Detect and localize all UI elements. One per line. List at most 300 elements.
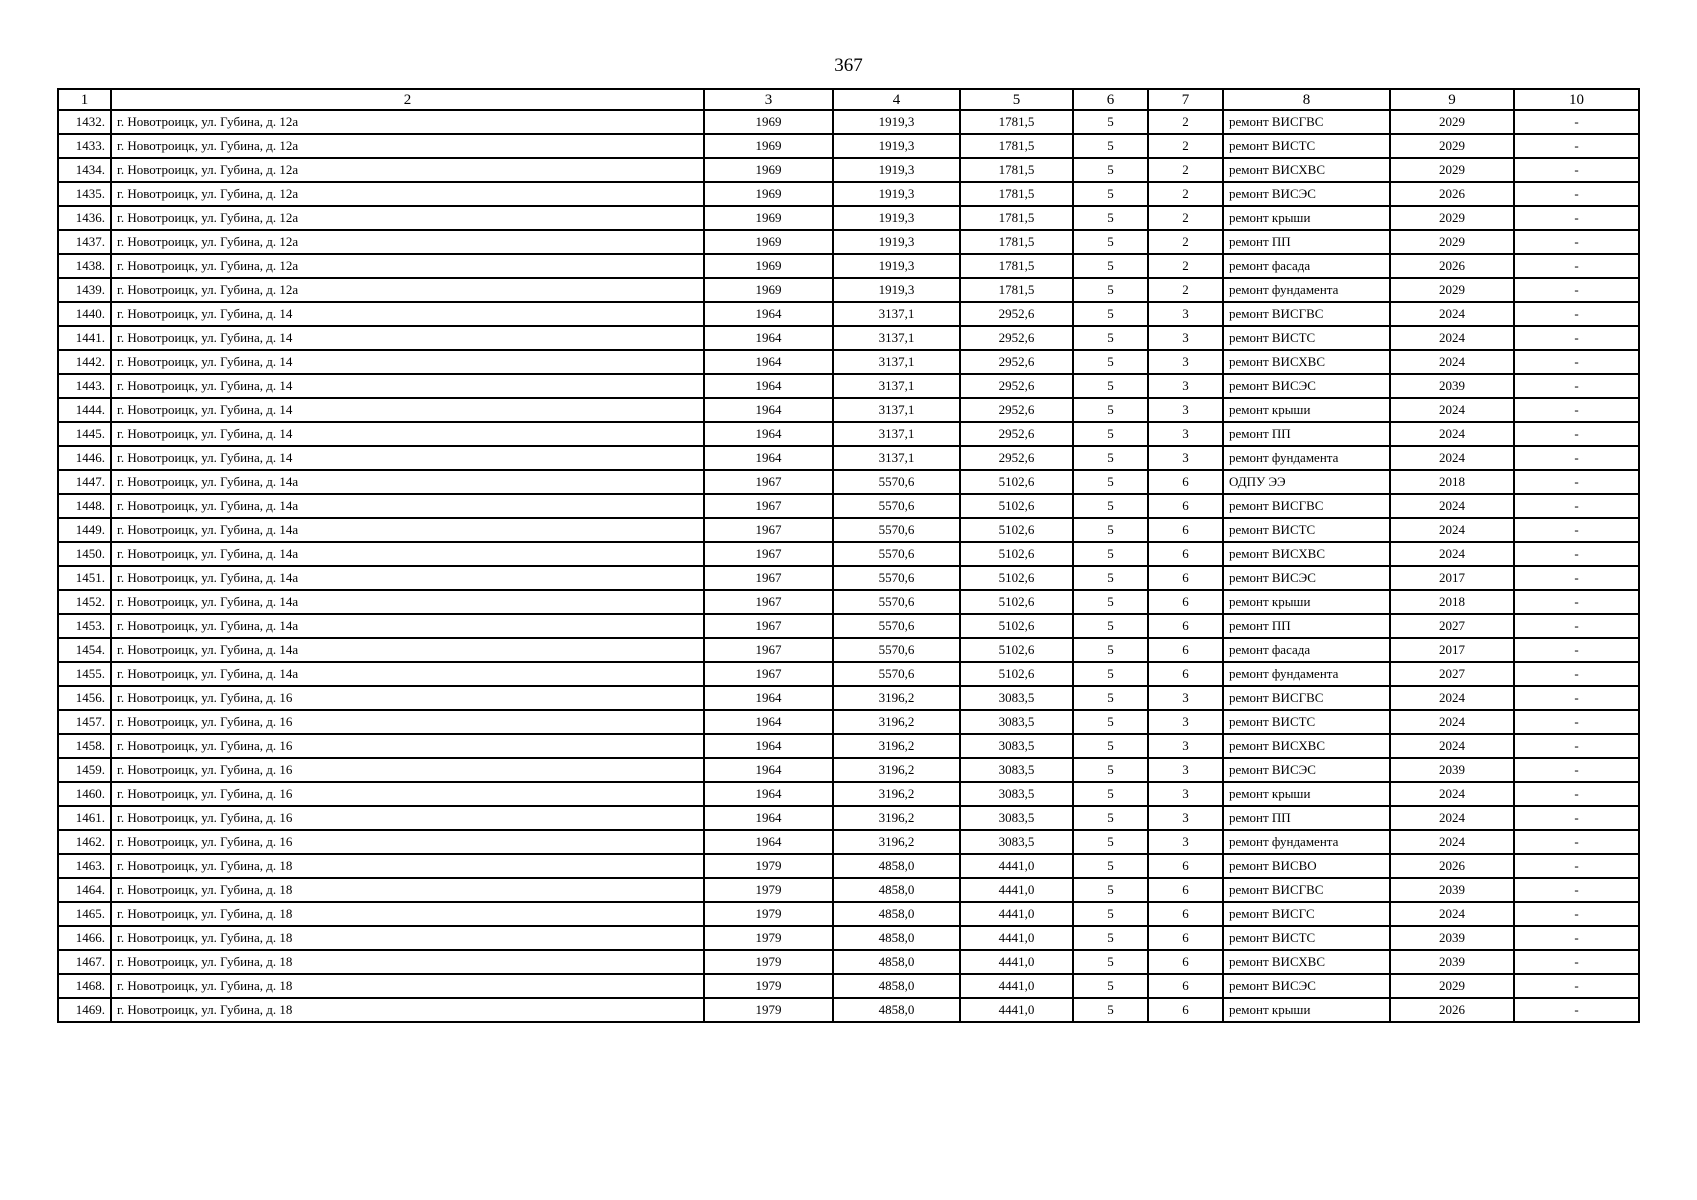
work-type-cell: ремонт крыши xyxy=(1223,398,1390,422)
planned-year-cell: 2029 xyxy=(1390,974,1514,998)
planned-year-cell: 2024 xyxy=(1390,734,1514,758)
address-cell: г. Новотроицк, ул. Губина, д. 12а xyxy=(111,278,704,302)
year-cell: 1969 xyxy=(704,254,833,278)
year-cell: 1969 xyxy=(704,182,833,206)
total-area-cell: 1919,3 xyxy=(833,158,960,182)
address-cell: г. Новотроицк, ул. Губина, д. 12а xyxy=(111,254,704,278)
total-area-cell: 3137,1 xyxy=(833,302,960,326)
table-row xyxy=(58,974,1639,998)
row-number-cell: 1451. xyxy=(58,566,111,590)
floors-cell: 5 xyxy=(1073,998,1148,1022)
floors-cell: 5 xyxy=(1073,878,1148,902)
total-area-cell: 3137,1 xyxy=(833,350,960,374)
row-number-cell: 1455. xyxy=(58,662,111,686)
total-area-cell: 4858,0 xyxy=(833,854,960,878)
floors-cell: 5 xyxy=(1073,662,1148,686)
table-row xyxy=(58,350,1639,374)
entrances-cell: 6 xyxy=(1148,998,1223,1022)
planned-year-cell: 2024 xyxy=(1390,422,1514,446)
column-header-3: 3 xyxy=(704,89,833,110)
floors-cell: 5 xyxy=(1073,470,1148,494)
year-cell: 1964 xyxy=(704,782,833,806)
row-number-cell: 1434. xyxy=(58,158,111,182)
note-cell: - xyxy=(1514,830,1639,854)
row-number-cell: 1460. xyxy=(58,782,111,806)
total-area-cell: 5570,6 xyxy=(833,638,960,662)
entrances-cell: 3 xyxy=(1148,374,1223,398)
work-type-cell: ремонт ПП xyxy=(1223,806,1390,830)
living-area-cell: 5102,6 xyxy=(960,614,1073,638)
row-number-cell: 1450. xyxy=(58,542,111,566)
address-cell: г. Новотроицк, ул. Губина, д. 14а xyxy=(111,566,704,590)
table-row xyxy=(58,158,1639,182)
planned-year-cell: 2024 xyxy=(1390,398,1514,422)
living-area-cell: 1781,5 xyxy=(960,230,1073,254)
address-cell: г. Новотроицк, ул. Губина, д. 14 xyxy=(111,398,704,422)
work-type-cell: ремонт ВИСГВС xyxy=(1223,110,1390,134)
living-area-cell: 5102,6 xyxy=(960,566,1073,590)
column-header-8: 8 xyxy=(1223,89,1390,110)
floors-cell: 5 xyxy=(1073,950,1148,974)
row-number-cell: 1435. xyxy=(58,182,111,206)
table-row xyxy=(58,782,1639,806)
entrances-cell: 3 xyxy=(1148,398,1223,422)
floors-cell: 5 xyxy=(1073,422,1148,446)
total-area-cell: 3137,1 xyxy=(833,422,960,446)
column-header-6: 6 xyxy=(1073,89,1148,110)
year-cell: 1979 xyxy=(704,854,833,878)
address-cell: г. Новотроицк, ул. Губина, д. 14 xyxy=(111,326,704,350)
living-area-cell: 3083,5 xyxy=(960,806,1073,830)
note-cell: - xyxy=(1514,254,1639,278)
address-cell: г. Новотроицк, ул. Губина, д. 14а xyxy=(111,518,704,542)
note-cell: - xyxy=(1514,374,1639,398)
floors-cell: 5 xyxy=(1073,734,1148,758)
living-area-cell: 5102,6 xyxy=(960,470,1073,494)
total-area-cell: 3137,1 xyxy=(833,446,960,470)
address-cell: г. Новотроицк, ул. Губина, д. 18 xyxy=(111,950,704,974)
column-header-5: 5 xyxy=(960,89,1073,110)
entrances-cell: 2 xyxy=(1148,254,1223,278)
entrances-cell: 6 xyxy=(1148,854,1223,878)
table-row xyxy=(58,422,1639,446)
living-area-cell: 1781,5 xyxy=(960,206,1073,230)
living-area-cell: 2952,6 xyxy=(960,350,1073,374)
planned-year-cell: 2039 xyxy=(1390,758,1514,782)
table-row xyxy=(58,590,1639,614)
planned-year-cell: 2039 xyxy=(1390,926,1514,950)
address-cell: г. Новотроицк, ул. Губина, д. 18 xyxy=(111,854,704,878)
entrances-cell: 3 xyxy=(1148,302,1223,326)
year-cell: 1967 xyxy=(704,494,833,518)
column-header-2: 2 xyxy=(111,89,704,110)
entrances-cell: 3 xyxy=(1148,806,1223,830)
living-area-cell: 4441,0 xyxy=(960,878,1073,902)
year-cell: 1964 xyxy=(704,710,833,734)
note-cell: - xyxy=(1514,134,1639,158)
year-cell: 1967 xyxy=(704,614,833,638)
row-number-cell: 1449. xyxy=(58,518,111,542)
entrances-cell: 6 xyxy=(1148,566,1223,590)
planned-year-cell: 2029 xyxy=(1390,206,1514,230)
work-type-cell: ремонт крыши xyxy=(1223,998,1390,1022)
year-cell: 1979 xyxy=(704,998,833,1022)
work-type-cell: ремонт фундамента xyxy=(1223,278,1390,302)
living-area-cell: 3083,5 xyxy=(960,686,1073,710)
note-cell: - xyxy=(1514,230,1639,254)
note-cell: - xyxy=(1514,710,1639,734)
address-cell: г. Новотроицк, ул. Губина, д. 14а xyxy=(111,638,704,662)
work-type-cell: ремонт ВИСГВС xyxy=(1223,686,1390,710)
column-header-9: 9 xyxy=(1390,89,1514,110)
note-cell: - xyxy=(1514,542,1639,566)
year-cell: 1964 xyxy=(704,422,833,446)
table-row xyxy=(58,542,1639,566)
total-area-cell: 3137,1 xyxy=(833,326,960,350)
total-area-cell: 3137,1 xyxy=(833,374,960,398)
planned-year-cell: 2024 xyxy=(1390,518,1514,542)
living-area-cell: 2952,6 xyxy=(960,446,1073,470)
planned-year-cell: 2039 xyxy=(1390,950,1514,974)
year-cell: 1964 xyxy=(704,398,833,422)
planned-year-cell: 2039 xyxy=(1390,878,1514,902)
total-area-cell: 1919,3 xyxy=(833,134,960,158)
total-area-cell: 5570,6 xyxy=(833,518,960,542)
table-row xyxy=(58,326,1639,350)
total-area-cell: 3196,2 xyxy=(833,686,960,710)
table-row xyxy=(58,758,1639,782)
total-area-cell: 1919,3 xyxy=(833,206,960,230)
entrances-cell: 3 xyxy=(1148,758,1223,782)
table-body xyxy=(58,110,1639,1022)
row-number-cell: 1438. xyxy=(58,254,111,278)
year-cell: 1964 xyxy=(704,830,833,854)
year-cell: 1964 xyxy=(704,686,833,710)
column-header-10: 10 xyxy=(1514,89,1639,110)
planned-year-cell: 2024 xyxy=(1390,542,1514,566)
entrances-cell: 6 xyxy=(1148,614,1223,638)
entrances-cell: 6 xyxy=(1148,902,1223,926)
address-cell: г. Новотроицк, ул. Губина, д. 12а xyxy=(111,182,704,206)
living-area-cell: 5102,6 xyxy=(960,494,1073,518)
note-cell: - xyxy=(1514,422,1639,446)
living-area-cell: 3083,5 xyxy=(960,758,1073,782)
work-type-cell: ОДПУ ЭЭ xyxy=(1223,470,1390,494)
work-type-cell: ремонт ВИСХВС xyxy=(1223,542,1390,566)
row-number-cell: 1442. xyxy=(58,350,111,374)
table-row xyxy=(58,710,1639,734)
living-area-cell: 4441,0 xyxy=(960,926,1073,950)
address-cell: г. Новотроицк, ул. Губина, д. 12а xyxy=(111,206,704,230)
planned-year-cell: 2039 xyxy=(1390,374,1514,398)
total-area-cell: 1919,3 xyxy=(833,278,960,302)
entrances-cell: 2 xyxy=(1148,182,1223,206)
living-area-cell: 1781,5 xyxy=(960,110,1073,134)
work-type-cell: ремонт ПП xyxy=(1223,422,1390,446)
work-type-cell: ремонт ВИСГВС xyxy=(1223,494,1390,518)
row-number-cell: 1437. xyxy=(58,230,111,254)
year-cell: 1969 xyxy=(704,110,833,134)
note-cell: - xyxy=(1514,158,1639,182)
total-area-cell: 3137,1 xyxy=(833,398,960,422)
table-row xyxy=(58,518,1639,542)
floors-cell: 5 xyxy=(1073,854,1148,878)
work-type-cell: ремонт ВИСЭС xyxy=(1223,974,1390,998)
table-row xyxy=(58,206,1639,230)
address-cell: г. Новотроицк, ул. Губина, д. 18 xyxy=(111,926,704,950)
year-cell: 1964 xyxy=(704,806,833,830)
work-type-cell: ремонт фасада xyxy=(1223,254,1390,278)
year-cell: 1967 xyxy=(704,566,833,590)
address-cell: г. Новотроицк, ул. Губина, д. 16 xyxy=(111,686,704,710)
entrances-cell: 6 xyxy=(1148,518,1223,542)
note-cell: - xyxy=(1514,326,1639,350)
table-row xyxy=(58,470,1639,494)
floors-cell: 5 xyxy=(1073,302,1148,326)
planned-year-cell: 2024 xyxy=(1390,350,1514,374)
column-header-1: 1 xyxy=(58,89,111,110)
work-type-cell: ремонт ВИСЭС xyxy=(1223,374,1390,398)
planned-year-cell: 2024 xyxy=(1390,782,1514,806)
table-row xyxy=(58,494,1639,518)
floors-cell: 5 xyxy=(1073,902,1148,926)
entrances-cell: 3 xyxy=(1148,686,1223,710)
note-cell: - xyxy=(1514,110,1639,134)
total-area-cell: 1919,3 xyxy=(833,254,960,278)
entrances-cell: 6 xyxy=(1148,950,1223,974)
floors-cell: 5 xyxy=(1073,926,1148,950)
work-type-cell: ремонт ВИСТС xyxy=(1223,326,1390,350)
table-row xyxy=(58,134,1639,158)
note-cell: - xyxy=(1514,278,1639,302)
note-cell: - xyxy=(1514,590,1639,614)
total-area-cell: 5570,6 xyxy=(833,566,960,590)
note-cell: - xyxy=(1514,470,1639,494)
work-type-cell: ремонт крыши xyxy=(1223,590,1390,614)
living-area-cell: 2952,6 xyxy=(960,302,1073,326)
total-area-cell: 4858,0 xyxy=(833,878,960,902)
address-cell: г. Новотроицк, ул. Губина, д. 14а xyxy=(111,662,704,686)
row-number-cell: 1448. xyxy=(58,494,111,518)
planned-year-cell: 2024 xyxy=(1390,806,1514,830)
row-number-cell: 1440. xyxy=(58,302,111,326)
work-type-cell: ремонт крыши xyxy=(1223,782,1390,806)
year-cell: 1969 xyxy=(704,278,833,302)
planned-year-cell: 2024 xyxy=(1390,326,1514,350)
note-cell: - xyxy=(1514,998,1639,1022)
year-cell: 1967 xyxy=(704,518,833,542)
note-cell: - xyxy=(1514,974,1639,998)
address-cell: г. Новотроицк, ул. Губина, д. 14а xyxy=(111,470,704,494)
living-area-cell: 4441,0 xyxy=(960,950,1073,974)
page-number: 367 xyxy=(834,55,863,76)
total-area-cell: 5570,6 xyxy=(833,494,960,518)
address-cell: г. Новотроицк, ул. Губина, д. 14 xyxy=(111,446,704,470)
total-area-cell: 3196,2 xyxy=(833,830,960,854)
table-row xyxy=(58,446,1639,470)
address-cell: г. Новотроицк, ул. Губина, д. 18 xyxy=(111,902,704,926)
total-area-cell: 4858,0 xyxy=(833,926,960,950)
entrances-cell: 6 xyxy=(1148,974,1223,998)
planned-year-cell: 2027 xyxy=(1390,614,1514,638)
address-cell: г. Новотроицк, ул. Губина, д. 18 xyxy=(111,878,704,902)
entrances-cell: 6 xyxy=(1148,590,1223,614)
year-cell: 1967 xyxy=(704,662,833,686)
table-row xyxy=(58,302,1639,326)
living-area-cell: 5102,6 xyxy=(960,518,1073,542)
note-cell: - xyxy=(1514,302,1639,326)
total-area-cell: 3196,2 xyxy=(833,806,960,830)
note-cell: - xyxy=(1514,446,1639,470)
table-row xyxy=(58,854,1639,878)
year-cell: 1979 xyxy=(704,926,833,950)
work-type-cell: ремонт ВИСХВС xyxy=(1223,950,1390,974)
row-number-cell: 1465. xyxy=(58,902,111,926)
planned-year-cell: 2024 xyxy=(1390,686,1514,710)
planned-year-cell: 2024 xyxy=(1390,446,1514,470)
total-area-cell: 3196,2 xyxy=(833,782,960,806)
work-type-cell: ремонт ВИСЭС xyxy=(1223,182,1390,206)
living-area-cell: 1781,5 xyxy=(960,182,1073,206)
total-area-cell: 3196,2 xyxy=(833,734,960,758)
table-row xyxy=(58,950,1639,974)
floors-cell: 5 xyxy=(1073,134,1148,158)
table-row xyxy=(58,398,1639,422)
planned-year-cell: 2018 xyxy=(1390,470,1514,494)
year-cell: 1979 xyxy=(704,974,833,998)
total-area-cell: 5570,6 xyxy=(833,470,960,494)
work-type-cell: ремонт фундамента xyxy=(1223,830,1390,854)
total-area-cell: 4858,0 xyxy=(833,974,960,998)
table-row xyxy=(58,902,1639,926)
row-number-cell: 1461. xyxy=(58,806,111,830)
planned-year-cell: 2026 xyxy=(1390,254,1514,278)
address-cell: г. Новотроицк, ул. Губина, д. 12а xyxy=(111,134,704,158)
work-type-cell: ремонт ВИСЭС xyxy=(1223,566,1390,590)
work-type-cell: ремонт ВИСХВС xyxy=(1223,350,1390,374)
living-area-cell: 2952,6 xyxy=(960,374,1073,398)
planned-year-cell: 2027 xyxy=(1390,662,1514,686)
floors-cell: 5 xyxy=(1073,782,1148,806)
note-cell: - xyxy=(1514,518,1639,542)
work-type-cell: ремонт крыши xyxy=(1223,206,1390,230)
living-area-cell: 5102,6 xyxy=(960,662,1073,686)
work-type-cell: ремонт фундамента xyxy=(1223,662,1390,686)
living-area-cell: 5102,6 xyxy=(960,542,1073,566)
row-number-cell: 1458. xyxy=(58,734,111,758)
year-cell: 1964 xyxy=(704,302,833,326)
note-cell: - xyxy=(1514,926,1639,950)
floors-cell: 5 xyxy=(1073,278,1148,302)
floors-cell: 5 xyxy=(1073,110,1148,134)
planned-year-cell: 2029 xyxy=(1390,134,1514,158)
row-number-cell: 1459. xyxy=(58,758,111,782)
living-area-cell: 2952,6 xyxy=(960,422,1073,446)
entrances-cell: 6 xyxy=(1148,662,1223,686)
planned-year-cell: 2024 xyxy=(1390,902,1514,926)
row-number-cell: 1469. xyxy=(58,998,111,1022)
row-number-cell: 1456. xyxy=(58,686,111,710)
row-number-cell: 1441. xyxy=(58,326,111,350)
year-cell: 1964 xyxy=(704,350,833,374)
year-cell: 1969 xyxy=(704,206,833,230)
row-number-cell: 1468. xyxy=(58,974,111,998)
floors-cell: 5 xyxy=(1073,518,1148,542)
floors-cell: 5 xyxy=(1073,590,1148,614)
living-area-cell: 5102,6 xyxy=(960,590,1073,614)
table-row xyxy=(58,998,1639,1022)
repair-schedule-table xyxy=(57,88,1640,1023)
entrances-cell: 6 xyxy=(1148,638,1223,662)
work-type-cell: ремонт ВИСТС xyxy=(1223,134,1390,158)
living-area-cell: 4441,0 xyxy=(960,998,1073,1022)
address-cell: г. Новотроицк, ул. Губина, д. 14 xyxy=(111,374,704,398)
address-cell: г. Новотроицк, ул. Губина, д. 16 xyxy=(111,782,704,806)
row-number-cell: 1436. xyxy=(58,206,111,230)
year-cell: 1979 xyxy=(704,878,833,902)
work-type-cell: ремонт ВИСГВС xyxy=(1223,302,1390,326)
planned-year-cell: 2026 xyxy=(1390,182,1514,206)
year-cell: 1967 xyxy=(704,638,833,662)
table-row xyxy=(58,878,1639,902)
year-cell: 1967 xyxy=(704,542,833,566)
row-number-cell: 1462. xyxy=(58,830,111,854)
row-number-cell: 1466. xyxy=(58,926,111,950)
planned-year-cell: 2026 xyxy=(1390,998,1514,1022)
total-area-cell: 3196,2 xyxy=(833,710,960,734)
floors-cell: 5 xyxy=(1073,806,1148,830)
floors-cell: 5 xyxy=(1073,494,1148,518)
note-cell: - xyxy=(1514,494,1639,518)
note-cell: - xyxy=(1514,182,1639,206)
note-cell: - xyxy=(1514,662,1639,686)
entrances-cell: 2 xyxy=(1148,230,1223,254)
row-number-cell: 1467. xyxy=(58,950,111,974)
year-cell: 1979 xyxy=(704,902,833,926)
note-cell: - xyxy=(1514,758,1639,782)
table-row xyxy=(58,686,1639,710)
floors-cell: 5 xyxy=(1073,614,1148,638)
floors-cell: 5 xyxy=(1073,206,1148,230)
floors-cell: 5 xyxy=(1073,398,1148,422)
planned-year-cell: 2024 xyxy=(1390,830,1514,854)
work-type-cell: ремонт фундамента xyxy=(1223,446,1390,470)
year-cell: 1979 xyxy=(704,950,833,974)
total-area-cell: 1919,3 xyxy=(833,110,960,134)
address-cell: г. Новотроицк, ул. Губина, д. 14 xyxy=(111,422,704,446)
living-area-cell: 2952,6 xyxy=(960,326,1073,350)
row-number-cell: 1452. xyxy=(58,590,111,614)
planned-year-cell: 2024 xyxy=(1390,710,1514,734)
address-cell: г. Новотроицк, ул. Губина, д. 14 xyxy=(111,350,704,374)
floors-cell: 5 xyxy=(1073,182,1148,206)
header-row xyxy=(58,89,1639,110)
living-area-cell: 1781,5 xyxy=(960,158,1073,182)
living-area-cell: 3083,5 xyxy=(960,710,1073,734)
living-area-cell: 4441,0 xyxy=(960,854,1073,878)
living-area-cell: 3083,5 xyxy=(960,830,1073,854)
table-row xyxy=(58,182,1639,206)
total-area-cell: 4858,0 xyxy=(833,902,960,926)
note-cell: - xyxy=(1514,206,1639,230)
living-area-cell: 1781,5 xyxy=(960,278,1073,302)
planned-year-cell: 2029 xyxy=(1390,158,1514,182)
address-cell: г. Новотроицк, ул. Губина, д. 14а xyxy=(111,542,704,566)
entrances-cell: 6 xyxy=(1148,878,1223,902)
address-cell: г. Новотроицк, ул. Губина, д. 16 xyxy=(111,734,704,758)
floors-cell: 5 xyxy=(1073,230,1148,254)
floors-cell: 5 xyxy=(1073,638,1148,662)
